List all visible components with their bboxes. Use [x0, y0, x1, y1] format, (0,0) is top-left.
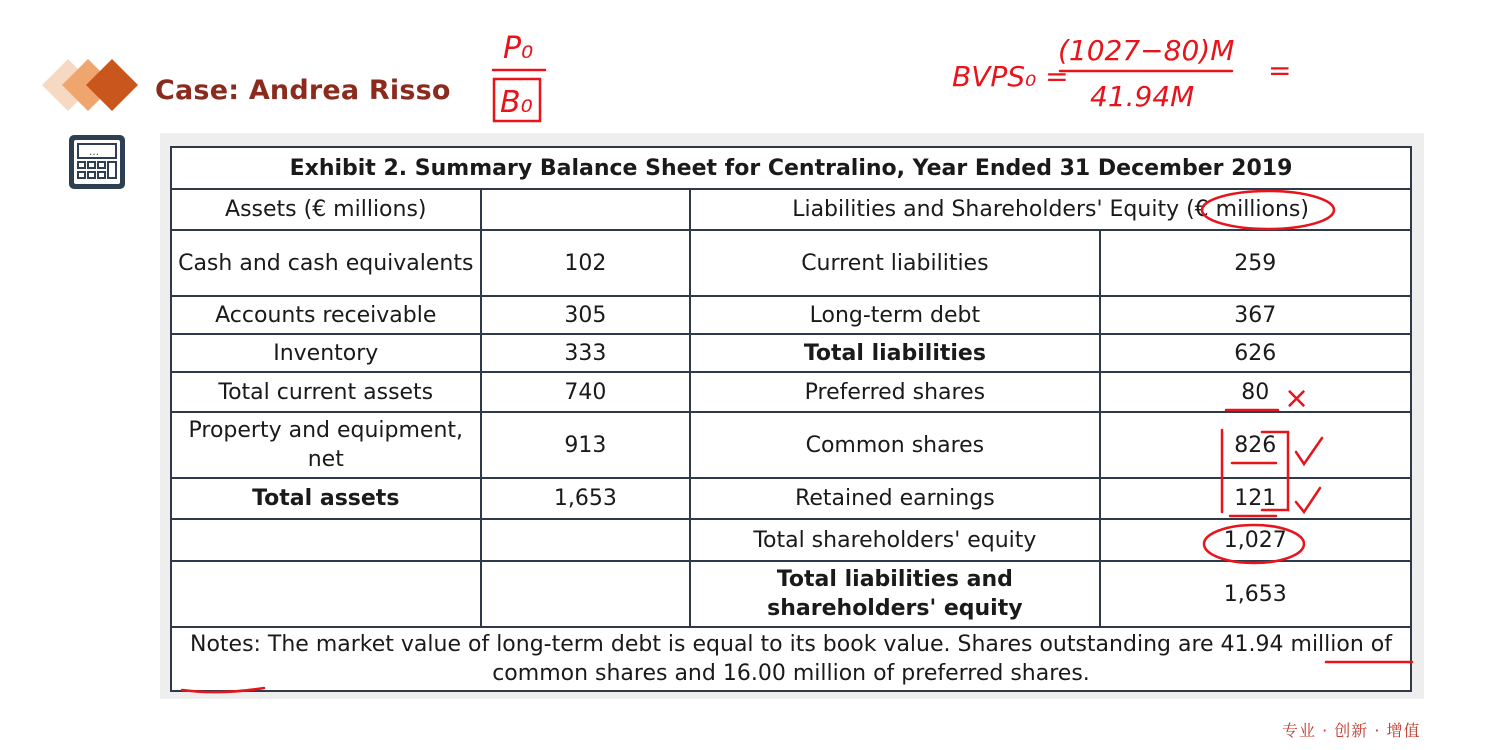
ratio-numerator: P₀ [503, 31, 534, 66]
liability-value: 826 [1100, 412, 1411, 478]
liability-label: Common shares [690, 412, 1099, 478]
liability-label: Total shareholders' equity [690, 519, 1099, 561]
asset-value: 1,653 [481, 478, 691, 519]
footer-slogan: 专业 · 创新 · 增值 [1282, 721, 1421, 740]
svg-text:…: … [89, 147, 99, 158]
ratio-box [494, 79, 540, 121]
asset-value: 740 [481, 372, 691, 412]
asset-value: 102 [481, 230, 691, 296]
liability-value: 626 [1100, 334, 1411, 372]
liability-label: Total liabilities [690, 334, 1099, 372]
bvps-label: BVPS₀ = [952, 60, 1069, 93]
cross-mark-icon: × [1284, 381, 1310, 416]
bvps-numerator: (1027−80)M [1058, 34, 1235, 67]
asset-label: Cash and cash equivalents [171, 230, 481, 296]
liability-value: 1,027 [1100, 519, 1411, 561]
liability-value: 259 [1100, 230, 1411, 296]
asset-label [171, 519, 481, 561]
asset-value: 913 [481, 412, 691, 478]
slide-title: Case: Andrea Risso [155, 75, 451, 106]
liability-value: 80 [1100, 372, 1411, 412]
asset-label: Property and equipment, net [171, 412, 481, 478]
ratio-denominator: B₀ [500, 85, 533, 120]
liabilities-header: Liabilities and Shareholders' Equity (€ millions) [690, 189, 1411, 230]
liability-label: Total liabilities and shareholders' equity [690, 561, 1099, 627]
asset-value [481, 561, 691, 627]
asset-label: Inventory [171, 334, 481, 372]
asset-label [171, 561, 481, 627]
liability-value: 1,653 [1100, 561, 1411, 627]
diamond-logo-icon [40, 55, 150, 115]
asset-value: 333 [481, 334, 691, 372]
equals-sign: = [1268, 54, 1292, 87]
exhibit-notes: Notes: The market value of long-term debt is equal to its book value. Shares outstanding are 41.94 million of common shares and 16.00 million of preferred shares. [171, 627, 1411, 691]
balance-sheet-table [170, 146, 1412, 692]
liability-value: 367 [1100, 296, 1411, 334]
assets-header: Assets (€ millions) [171, 189, 481, 230]
assets-header-blank [481, 189, 691, 230]
liability-label: Current liabilities [690, 230, 1099, 296]
asset-value: 305 [481, 296, 691, 334]
liability-label: Preferred shares [690, 372, 1099, 412]
asset-value [481, 519, 691, 561]
asset-label: Accounts receivable [171, 296, 481, 334]
liability-label: Long-term debt [690, 296, 1099, 334]
bvps-denominator: 41.94M [1090, 80, 1195, 113]
exhibit-caption: Exhibit 2. Summary Balance Sheet for Centralino, Year Ended 31 December 2019 [171, 147, 1411, 189]
asset-label: Total current assets [171, 372, 481, 412]
asset-label: Total assets [171, 478, 481, 519]
calculator-icon[interactable] [67, 133, 127, 191]
liability-label: Retained earnings [690, 478, 1099, 519]
liability-value: 121 [1100, 478, 1411, 519]
